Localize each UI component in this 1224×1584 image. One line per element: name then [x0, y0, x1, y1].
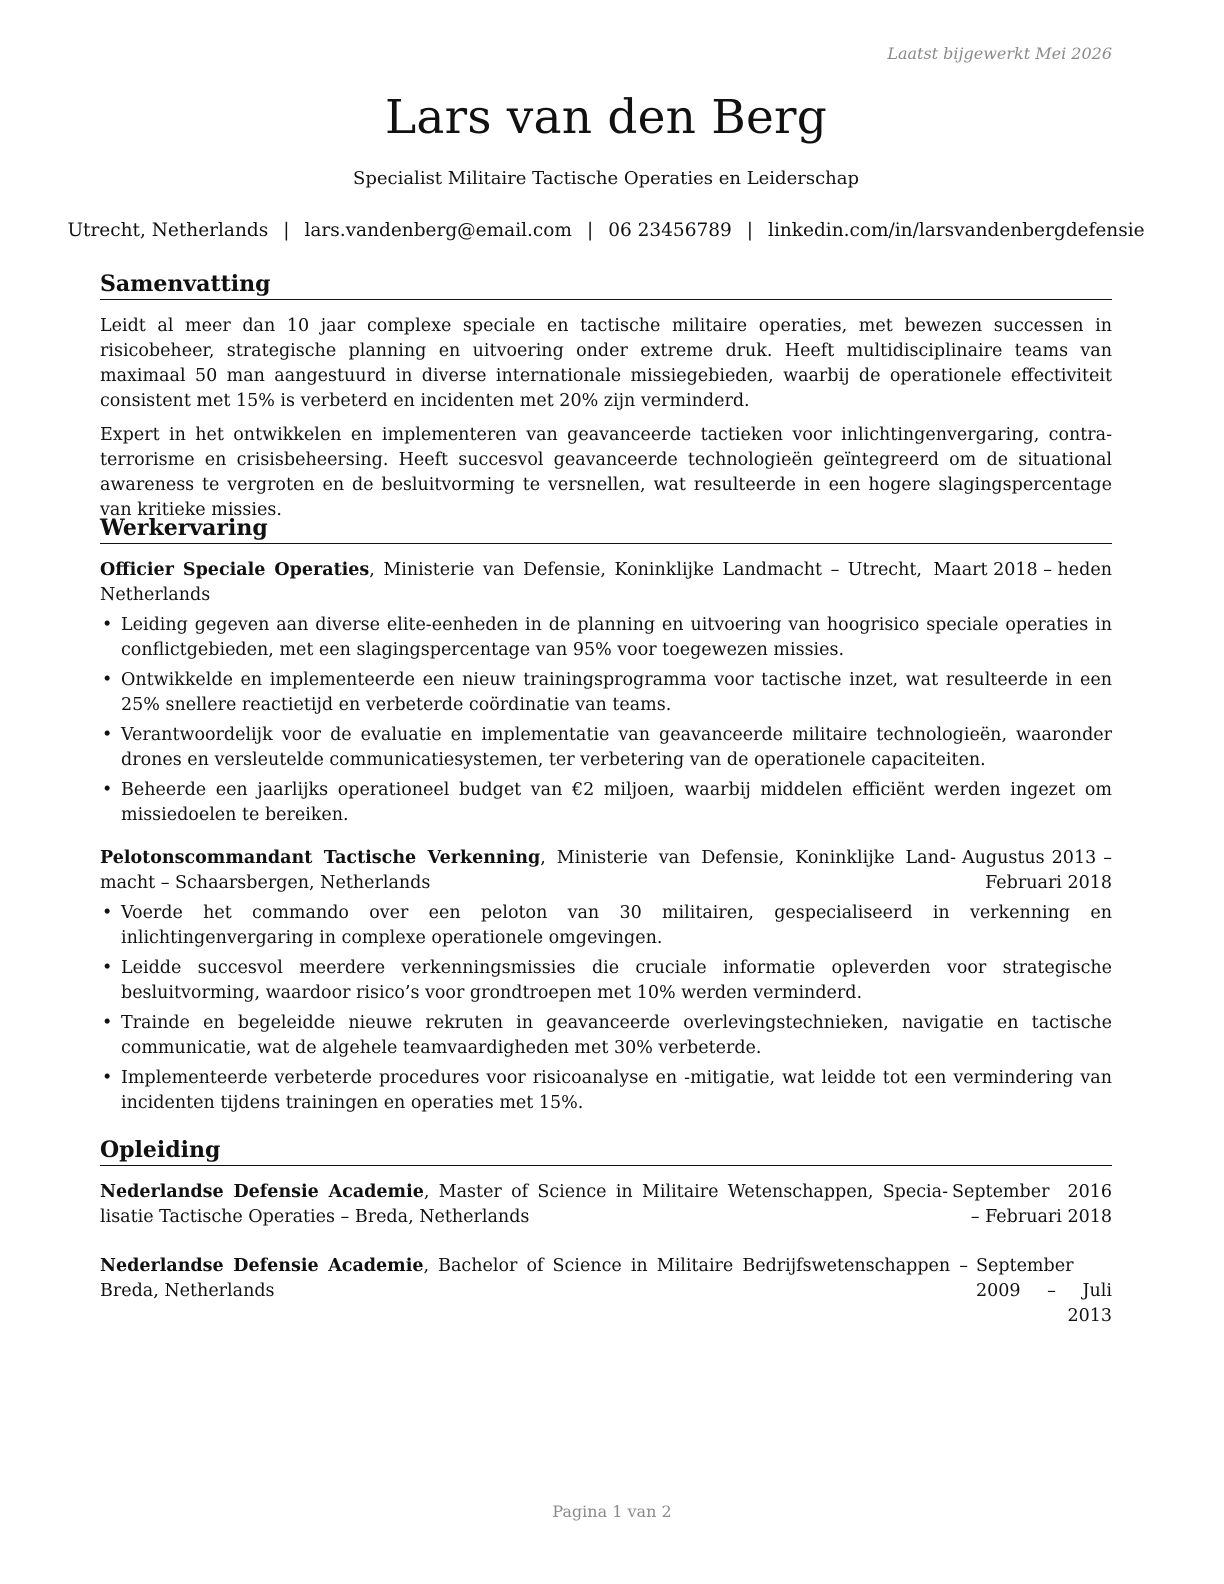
list-item: • Beheerde een jaarlijks operationeel budget van €2 miljoen, waarbij middelen efficiënt werden ingezet om missiedoelen te bereiken.	[102, 780, 1112, 825]
bullet-icon: •	[102, 780, 113, 800]
job-details: , Ministerie van Defensie, Koninklijke Landmacht – Schaarsbergen, Netherlands	[100, 848, 956, 893]
summary-paragraph: Leidt al meer dan 10 jaar complexe speciale en tactische militaire operaties, met bewezen successen in risicobeheer, strategische planning en uitvoering onder extreme druk. Heeft multidisciplinaire teams van maximaal 50 man aangestuurd in diverse internationale missiegebieden, waarbij de operationele effectiviteit consistent met 15% is verbeterd en incidenten met 20% zijn verminderd.	[100, 316, 1112, 411]
list-item: • Voerde het commando over een peloton van 30 militairen, gespecialiseerd in verkenning en inlichtingenvergaring in complexe operationele omgevingen.	[102, 903, 1112, 948]
resume-page	[67, 0, 1145, 1584]
last-updated-note: Laatst bijgewerkt Mei 2026	[887, 44, 1112, 63]
bullet-icon: •	[102, 903, 113, 923]
job-entry	[100, 846, 1112, 1116]
section-title-education: Opleiding	[100, 1136, 1112, 1166]
job-role: Pelotonscommandant Tactische Verkenning	[100, 848, 541, 868]
education-title-line	[100, 1180, 948, 1230]
job-header	[100, 558, 1112, 608]
contact-phone[interactable]: 06 23456789	[608, 220, 732, 241]
list-item: • Implementeerde verbeterde procedures voor risicoanalyse en -mitigatie, wat leidde tot een vermindering van incidenten tijdens trainingen en operaties met 15%.	[102, 1068, 1112, 1113]
education-institution: Nederlandse Defensie Academie	[100, 1182, 424, 1202]
contact-linkedin[interactable]: linkedin.com/in/larsvandenbergdefensie	[768, 220, 1145, 241]
bullet-icon: •	[102, 615, 113, 635]
bullet-icon: •	[102, 670, 113, 690]
education-title-line	[100, 1254, 968, 1304]
contact-line	[67, 218, 1145, 244]
education-entry	[100, 1180, 1112, 1230]
contact-location: Utrecht, Netherlands	[67, 220, 269, 241]
list-item: • Ontwikkelde en implementeerde een nieuw trainingsprogramma voor tactische inzet, wat resulteerde in een 25% snellere reactietijd en verbeterde coördinatie van teams.	[102, 670, 1112, 715]
education-dates: September 2016 – Februari 2018	[952, 1182, 1112, 1227]
list-item: • Leiding gegeven aan diverse elite-eenheden in de planning en uitvoering van hoogrisico speciale operaties in conflictgebieden, met een slagingspercentage van 95% voor toegewezen missies.	[102, 615, 1112, 660]
contact-separator: |	[283, 220, 290, 241]
candidate-name: Lars van den Berg	[385, 90, 827, 145]
education-entry	[100, 1254, 1112, 1329]
bullet-icon: •	[102, 1068, 113, 1088]
job-header	[100, 846, 1112, 896]
education-section	[100, 1136, 1112, 1329]
bullet-icon: •	[102, 958, 113, 978]
summary-paragraph: Expert in het ontwikkelen en implementeren van geavanceerde tactieken voor inlichtingenvergaring, contra-terrorisme en crisisbeheersing. Heeft succesvol geavanceerde technologieën geïntegreerd om de situational awareness te vergroten en de besluitvorming te versnellen, wat resulteerde in een hogere slagingspercentage van kritieke missies.	[100, 425, 1112, 520]
job-title-line	[100, 846, 956, 896]
job-role: Officier Speciale Operaties	[100, 560, 370, 580]
job-bullets	[100, 901, 1112, 1116]
education-institution: Nederlandse Defensie Academie	[100, 1256, 424, 1276]
page-number: Pagina 1 van 2	[552, 1502, 672, 1521]
job-details: , Ministerie van Defensie, Koninklijke Landmacht – Utrecht, Netherlands	[100, 560, 922, 605]
experience-section	[100, 514, 1112, 1121]
list-item: • Verantwoordelijk voor de evaluatie en implementatie van geavanceerde militaire technologieën, waaronder drones en versleutelde communicatiesystemen, ter verbetering van de operationele capaciteiten.	[102, 725, 1112, 770]
education-details: , Master of Science in Militaire Wetenschappen, Specialisatie Tactische Operaties – Breda, Netherlands	[100, 1182, 948, 1227]
candidate-subtitle: Specialist Militaire Tactische Operaties en Leiderschap	[352, 168, 860, 189]
job-bullets	[100, 613, 1112, 828]
job-title-line	[100, 558, 922, 608]
list-item: • Trainde en begeleidde nieuwe rekruten in geavanceerde overlevingstechnieken, navigatie en tactische communicatie, wat de algehele teamvaardigheden met 30% verbeterde.	[102, 1013, 1112, 1058]
job-entry	[100, 558, 1112, 828]
job-dates: Maart 2018 – heden	[933, 560, 1112, 580]
section-title-summary: Samenvatting	[100, 270, 1112, 300]
bullet-icon: •	[102, 1013, 113, 1033]
section-title-experience: Werkervaring	[100, 514, 1112, 544]
list-item: • Leidde succesvol meerdere verkenningsmissies die cruciale informatie opleverden voor strategische besluitvorming, waardoor risico’s voor grondtroepen met 10% werden verminderd.	[102, 958, 1112, 1003]
contact-separator: |	[746, 220, 754, 241]
education-dates: September 2009 – Juli 2013	[976, 1256, 1112, 1326]
bullet-icon: •	[102, 725, 113, 745]
education-details: , Bachelor of Science in Militaire Bedrijfswetenschappen – Breda, Netherlands	[100, 1256, 968, 1301]
job-dates: Augustus 2013 – Februari 2018	[962, 848, 1112, 893]
contact-separator: |	[586, 220, 594, 241]
contact-email[interactable]: lars.vandenberg@email.com	[304, 220, 572, 241]
summary-section	[100, 270, 1112, 523]
